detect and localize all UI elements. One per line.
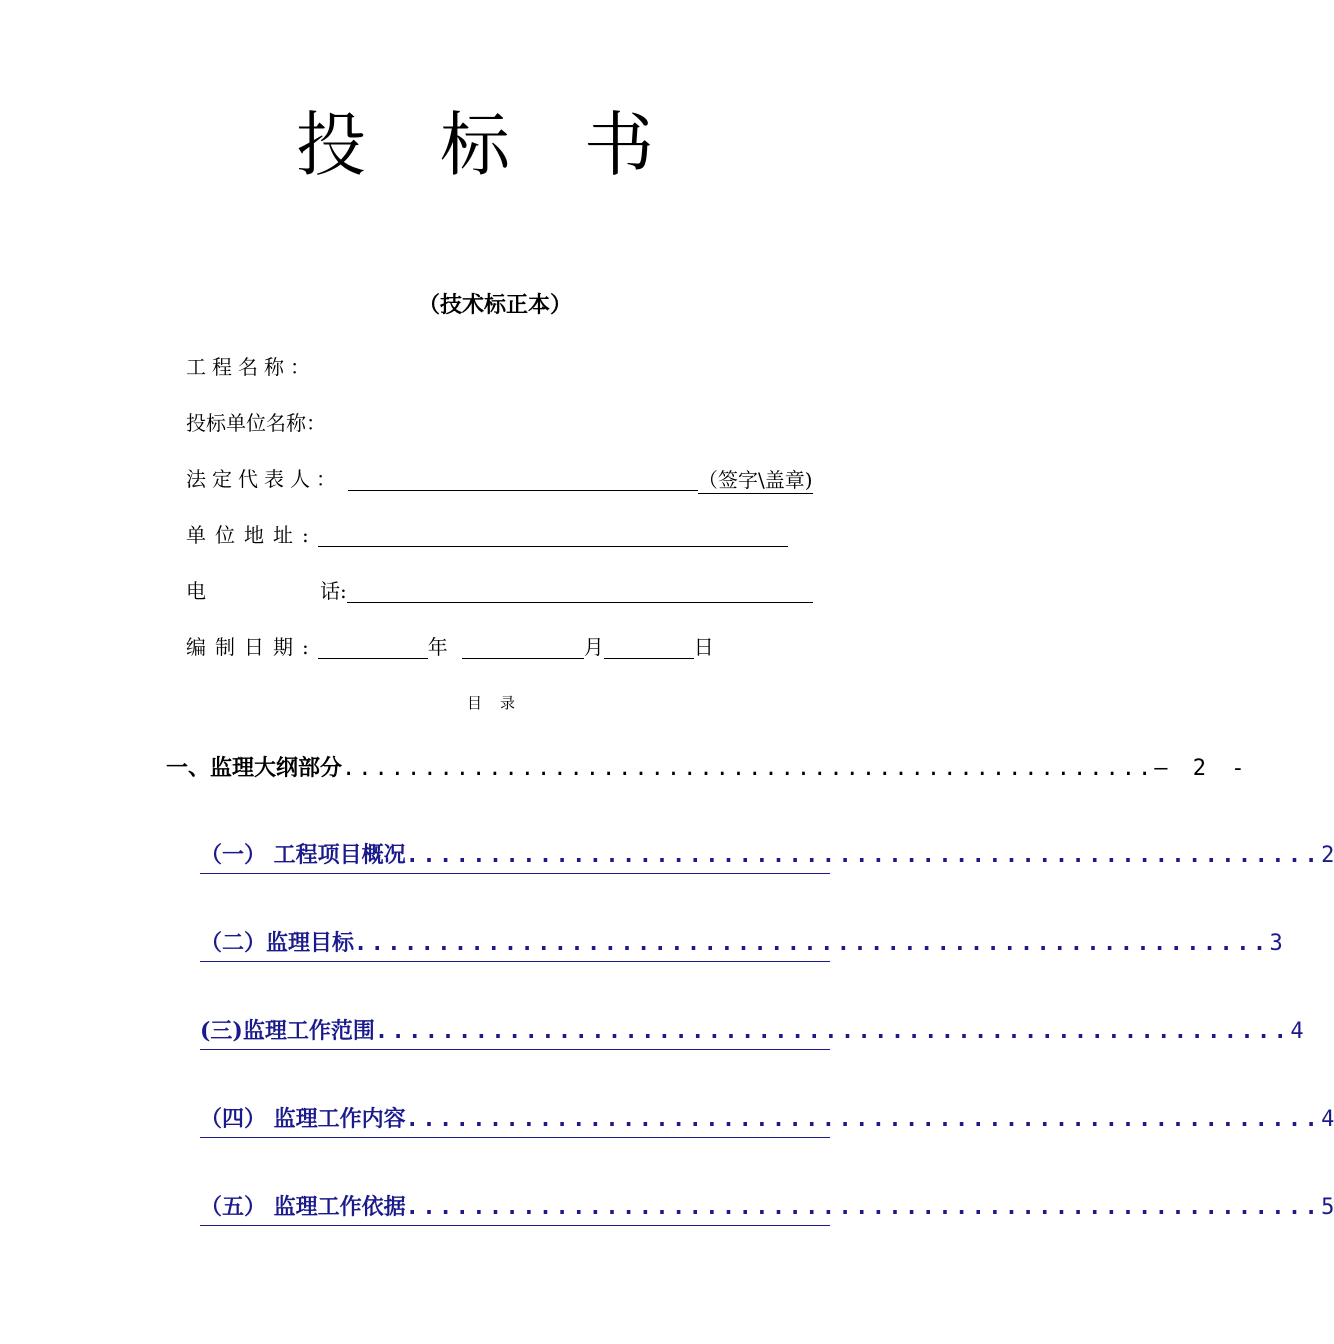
day-label: 日 — [693, 635, 714, 659]
address-blank[interactable] — [318, 524, 788, 547]
toc-item-leader: ....................................................... — [405, 1107, 1322, 1132]
project-name-field — [186, 352, 316, 382]
year-label: 年 — [427, 635, 448, 659]
legal-rep-blank[interactable] — [348, 468, 698, 491]
toc-item-leader: ....................................................... — [405, 843, 1322, 868]
toc-main-label: 一、监理大纲部分 — [166, 755, 343, 781]
month-blank[interactable] — [462, 636, 584, 659]
toc-heading: 目录 — [466, 694, 533, 712]
toc-item-page: 3 — [1269, 931, 1283, 956]
month-label: 月 — [583, 635, 604, 659]
phone-field — [186, 576, 813, 606]
document-subtitle: （技术标正本） — [417, 292, 572, 318]
document-title: 投标书 — [296, 104, 728, 186]
toc-main-page: — 2 - — [1154, 756, 1251, 781]
legal-rep-signature-note: （签字\盖章) — [698, 468, 813, 492]
toc-item-page: 4 — [1321, 1107, 1334, 1132]
phone-label-left: 电 — [186, 579, 206, 603]
toc-item-leader: ....................................................... — [354, 931, 1270, 956]
toc-item-label: (三)监理工作范围 — [200, 1018, 375, 1044]
toc-item-leader: ....................................................... — [405, 1195, 1322, 1220]
toc-item-page: 5 — [1321, 1195, 1334, 1220]
phone-blank[interactable] — [347, 580, 813, 603]
phone-label-right: 话: — [320, 579, 347, 603]
toc-item-leader: ....................................................... — [374, 1019, 1291, 1044]
toc-item-page: 2 — [1321, 843, 1334, 868]
legal-rep-label: 法定代表人： — [186, 467, 342, 491]
toc-item[interactable] — [200, 1102, 1334, 1138]
address-field — [186, 520, 788, 550]
address-label: 单位地址: — [186, 523, 318, 547]
toc-item-label: （一） 工程项目概况 — [200, 842, 406, 868]
legal-rep-field — [186, 464, 813, 494]
toc-item[interactable] — [200, 838, 1334, 874]
year-blank[interactable] — [318, 636, 428, 659]
date-label: 编制日期: — [186, 635, 318, 659]
toc-item-page: 4 — [1290, 1019, 1304, 1044]
toc-item[interactable] — [200, 1190, 1334, 1226]
bidder-name-label: 投标单位名称： — [186, 411, 326, 435]
toc-item-label: （四） 监理工作内容 — [200, 1106, 406, 1132]
day-blank[interactable] — [604, 636, 694, 659]
project-name-label: 工程名称： — [186, 355, 316, 379]
toc-item[interactable] — [200, 926, 1283, 962]
toc-main-entry[interactable] — [166, 750, 1251, 787]
bidder-name-field — [186, 408, 326, 438]
date-field — [186, 632, 714, 662]
toc-item[interactable] — [200, 1014, 1304, 1050]
toc-main-leader: .................................................. — [342, 756, 1155, 781]
toc-item-label: （二）监理目标 — [200, 930, 355, 956]
toc-item-label: （五） 监理工作依据 — [200, 1194, 406, 1220]
